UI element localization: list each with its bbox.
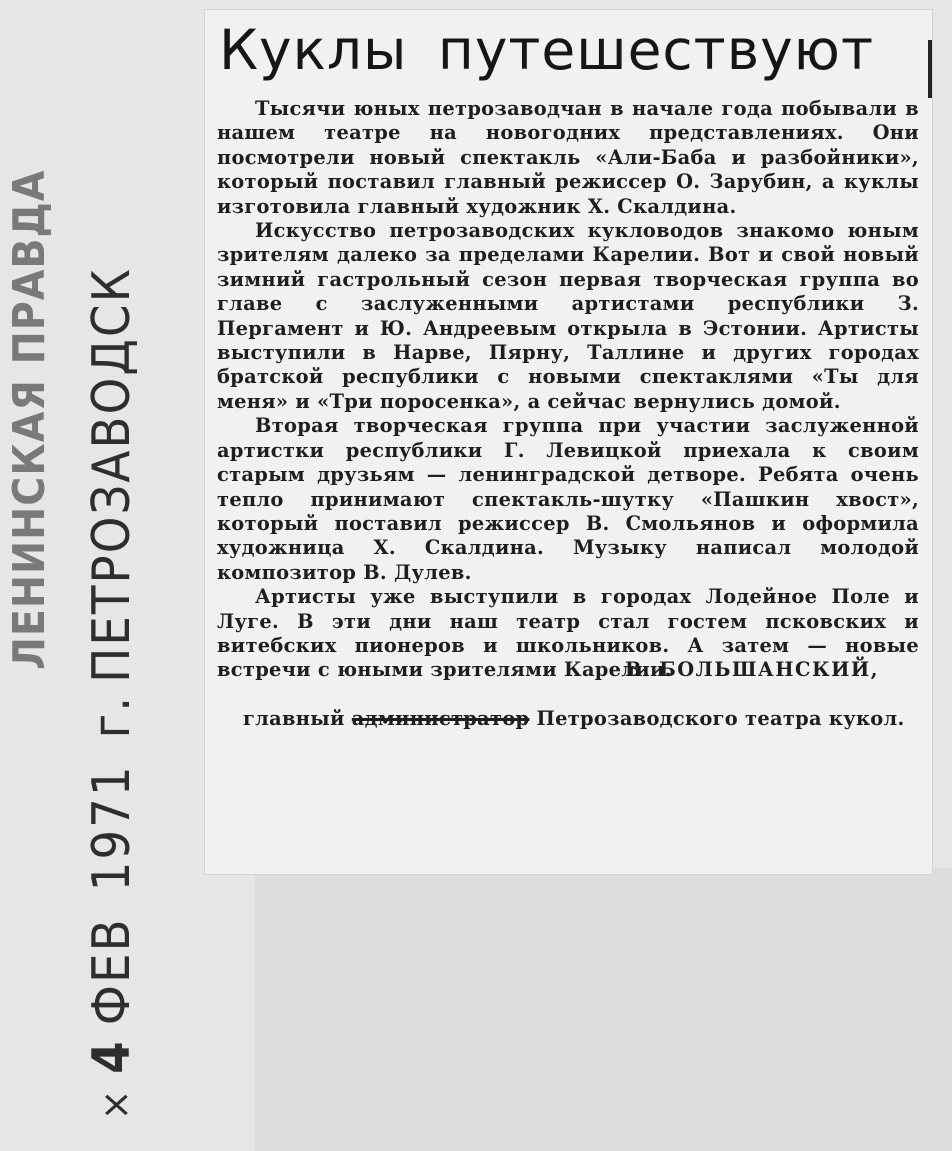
article-paragraph: Тысячи юных петрозаводчан в начале года побывали в нашем театре на новогодних представлениях. Они посмотрели новый спектакль «Али-Баба и разбойники», который поставил главный режиссер О. Зарубин, а куклы изготовила главный художник Х. Скалдина. bbox=[217, 97, 919, 218]
card-lower-area bbox=[255, 868, 952, 1151]
stamp-month: ФЕВ bbox=[82, 917, 142, 1026]
column-rule bbox=[928, 40, 932, 98]
stamp-year: 1971 bbox=[82, 764, 142, 892]
article-body bbox=[217, 97, 919, 732]
stamp-city-prefix: г. bbox=[82, 694, 142, 739]
article-paragraph: Артисты уже выступили в городах Лодейное Поле и Луге. В эти дни наш театр стал гостем псковских и витебских пионеров и школьников. А затем — новые встречи с юными зрителями Карелии. bbox=[217, 585, 919, 682]
stamp-prefix: × bbox=[93, 1087, 139, 1120]
newspaper-clipping bbox=[205, 10, 932, 874]
author-position bbox=[217, 707, 919, 731]
stamp-newspaper-line bbox=[4, 170, 55, 670]
position-organization: Петрозаводского театра кукол. bbox=[536, 707, 905, 731]
article-paragraph: Искусство петрозаводских кукловодов знакомо юным зрителям далеко за пределами Карелии. Вот и свой новый зимний гастрольный сезон первая творческая группа во главе с заслуженными артистами республики З. Пергамент и Ю. Андреевым открыла в Эстонии. Артисты выступили в Нарве, Пярну, Таллине и других городах братской республики с новыми спектаклями «Ты для меня» и «Три поросенка», а сейчас вернулись домой. bbox=[217, 219, 919, 413]
article-paragraph: Вторая творческая группа при участии заслуженной артистки республики Г. Левицкой приехала к своим старым друзьям — ленинградской детворе. Ребята очень тепло принимают спектакль-шутку «Пашкин хвост», который поставил режиссер В. Смольянов и оформила художница Х. Скалдина. Музыку написал молодой композитор В. Дулев. bbox=[217, 414, 919, 584]
article-headline: Куклы путешествуют bbox=[219, 18, 875, 82]
author-signature: В. БОЛЬШАНСКИЙ, bbox=[624, 658, 879, 682]
stamp-day: 4 bbox=[82, 1039, 142, 1074]
stamp-newspaper: ЛЕНИНСКАЯ ПРАВДА bbox=[4, 169, 55, 670]
stamp-date-line bbox=[82, 267, 142, 1120]
stamp-city: ПЕТРОЗАВОДСК bbox=[82, 267, 142, 683]
signature-row bbox=[217, 658, 919, 707]
position-struck-word: администратор bbox=[351, 707, 530, 731]
position-title: главный bbox=[243, 707, 345, 731]
